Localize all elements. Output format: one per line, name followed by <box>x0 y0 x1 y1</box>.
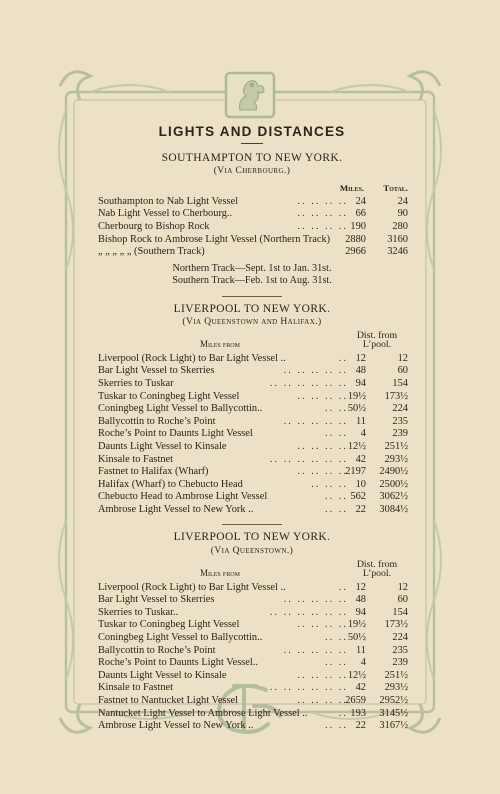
table-row <box>96 720 408 733</box>
column-headers <box>96 558 408 582</box>
column-headers <box>96 182 408 196</box>
route-label: Halifax (Wharf) to Chebucto Head <box>98 478 243 490</box>
leader-dots: .. .. .. .. <box>297 466 348 478</box>
table-row <box>96 657 408 670</box>
leader-dots: .. .. .. .. .. <box>283 365 348 377</box>
table-row <box>96 246 408 259</box>
table-row <box>96 491 408 504</box>
miles-value: 2197 <box>345 466 366 478</box>
table-row <box>96 582 408 595</box>
leader-dots: .. .. .. .. <box>297 220 348 232</box>
table-row <box>96 196 408 209</box>
miles-value: 12½ <box>347 440 366 452</box>
distance-table <box>96 582 408 733</box>
section-southampton <box>96 152 408 288</box>
route-label: Daunts Light Vessel to Kinsale <box>98 669 227 681</box>
section-liverpool-queenstown <box>96 531 408 732</box>
table-row <box>96 607 408 620</box>
section-subtitle: (Via Cherbourg.) <box>213 166 291 177</box>
leader-dots: .. .. .. .. <box>297 695 348 706</box>
route-label: „ „ „ „ „ (Southern Track) <box>98 246 205 258</box>
dist-header: Dist. from L’pool. <box>356 558 398 579</box>
miles-from-header: Miles from <box>200 567 240 578</box>
table-row <box>96 454 408 467</box>
miles-value: 4 <box>360 657 366 669</box>
table-row <box>96 403 408 416</box>
total-value: 24 <box>397 195 408 207</box>
leader-dots: .. .. .. .. .. <box>283 594 348 606</box>
miles-value: 12 <box>355 581 366 593</box>
miles-header: Miles. <box>339 182 364 193</box>
table-row <box>96 378 408 391</box>
miles-value: 11 <box>355 644 366 656</box>
table-row <box>96 619 408 632</box>
leader-dots: .. <box>338 352 348 364</box>
table-row <box>96 632 408 645</box>
miles-value: 2880 <box>345 233 366 245</box>
section-liverpool-halifax <box>96 303 408 517</box>
column-headers <box>96 329 408 353</box>
route-label: Ballycottin to Roche’s Point <box>98 644 216 656</box>
route-label: Skerries to Tuskar <box>98 377 174 389</box>
total-value: 2500½ <box>379 478 408 490</box>
miles-value: 50½ <box>347 403 366 415</box>
route-label: Coningbeg Light Vessel to Ballycottin.. <box>98 403 263 415</box>
total-value: 3246 <box>387 246 408 258</box>
route-label: Liverpool (Rock Light) to Bar Light Vessel .. <box>98 352 286 364</box>
route-label: Ambrose Light Vessel to New York .. <box>98 720 254 732</box>
route-label: Bishop Rock to Ambrose Light Vessel (Northern Track) <box>98 233 331 245</box>
miles-value: 190 <box>350 220 366 232</box>
table-row <box>96 428 408 441</box>
miles-value: 562 <box>350 491 366 503</box>
miles-value: 19½ <box>347 390 366 402</box>
table-row <box>96 682 408 695</box>
section-divider <box>222 296 282 297</box>
route-label: Ballycottin to Roche’s Point <box>98 415 216 427</box>
section-subtitle: (Via Queenstown and Halifax.) <box>182 317 322 328</box>
total-value: 224 <box>392 632 408 644</box>
miles-value: 24 <box>355 195 366 207</box>
route-label: Ambrose Light Vessel to New York .. <box>98 503 254 515</box>
total-value: 60 <box>397 594 408 606</box>
route-label: Fastnet to Halifax (Wharf) <box>98 466 209 478</box>
leader-dots: .. .. <box>325 403 348 415</box>
table-row <box>96 594 408 607</box>
leader-dots: .. .. .. .. <box>297 390 348 402</box>
leader-dots: .. .. .. .. .. .. <box>269 606 348 618</box>
miles-value: 94 <box>355 606 366 618</box>
route-label: Tuskar to Coningbeg Light Vessel <box>98 619 240 631</box>
section-title: LIVERPOOL TO NEW YORK. <box>173 302 331 315</box>
table-row <box>96 670 408 683</box>
table-row <box>96 416 408 429</box>
leader-dots: .. .. .. .. <box>297 440 348 452</box>
total-value: 3062½ <box>379 491 408 503</box>
table-row <box>96 365 408 378</box>
table-row <box>96 221 408 234</box>
table-row <box>96 695 408 708</box>
leader-dots: .. .. .. .. <box>297 195 348 207</box>
total-value: 251½ <box>384 440 408 452</box>
route-label: Liverpool (Rock Light) to Bar Light Vessel .. <box>98 581 286 593</box>
leader-dots: .. .. <box>325 491 348 503</box>
leader-dots: .. .. .. .. .. <box>283 644 348 656</box>
miles-value: 12 <box>355 352 366 364</box>
section-title: LIVERPOOL TO NEW YORK. <box>173 531 331 544</box>
route-label: Skerries to Tuskar.. <box>98 606 179 618</box>
route-label: Nab Light Vessel to Cherbourg.. <box>98 208 233 220</box>
leader-dots: .. .. .. .. .. .. <box>269 377 348 389</box>
title-rule <box>241 143 263 144</box>
total-value: 280 <box>392 220 408 232</box>
route-label: Nantucket Light Vessel to Ambrose Light Vessel .. <box>98 707 308 719</box>
route-label: Coningbeg Light Vessel to Ballycottin.. <box>98 632 263 644</box>
total-value: 173½ <box>384 619 408 631</box>
miles-value: 48 <box>355 594 366 606</box>
leader-dots: .. <box>338 581 348 593</box>
total-value: 3145½ <box>379 707 408 719</box>
table-row <box>96 234 408 247</box>
miles-value: 193 <box>350 707 366 719</box>
section-subtitle: (Via Queenstown.) <box>210 546 294 557</box>
total-value: 60 <box>397 365 408 377</box>
total-value: 3167½ <box>379 720 408 732</box>
leader-dots: .. .. <box>325 632 348 644</box>
leader-dots: .. .. .. <box>311 478 348 490</box>
miles-value: 50½ <box>347 632 366 644</box>
table-row <box>96 353 408 366</box>
distance-table <box>96 353 408 517</box>
miles-value: 19½ <box>347 619 366 631</box>
distance-table <box>96 196 408 259</box>
leader-dots: .. .. .. .. .. <box>283 415 348 427</box>
leader-dots: .. <box>338 707 348 719</box>
track-note: Northern Track—Sept. 1st to Jan. 31st. <box>172 262 332 274</box>
total-value: 12 <box>397 352 408 364</box>
total-value: 293½ <box>384 682 408 694</box>
total-value: 239 <box>392 657 408 669</box>
miles-value: 66 <box>355 208 366 220</box>
route-label: Roche’s Point to Daunts Light Vessel.. <box>98 657 258 669</box>
leader-dots: .. .. <box>325 428 348 440</box>
miles-value: 2966 <box>345 246 366 258</box>
leader-dots: .. .. .. .. .. .. <box>269 682 348 694</box>
miles-value: 11 <box>355 415 366 427</box>
table-row <box>96 708 408 721</box>
leader-dots: .. .. <box>325 503 348 515</box>
table-row <box>96 466 408 479</box>
miles-value: 2659 <box>345 695 366 706</box>
miles-value: 12½ <box>347 669 366 681</box>
leader-dots: .. .. .. .. <box>297 619 348 631</box>
total-value: 90 <box>397 208 408 220</box>
route-label: Bar Light Vessel to Skerries <box>98 365 215 377</box>
leader-dots: .. .. <box>325 657 348 669</box>
miles-value: 22 <box>355 503 366 515</box>
route-label: Fastnet to Nantucket Light Vessel <box>98 695 239 706</box>
table-row <box>96 504 408 517</box>
total-value: 235 <box>392 644 408 656</box>
miles-value: 42 <box>355 682 366 694</box>
miles-from-header: Miles from <box>200 338 240 349</box>
miles-value: 94 <box>355 377 366 389</box>
route-label: Tuskar to Coningbeg Light Vessel <box>98 390 240 402</box>
total-value: 2490½ <box>379 466 408 478</box>
total-value: 3160 <box>387 233 408 245</box>
total-value: 251½ <box>384 669 408 681</box>
route-label: Roche’s Point to Daunts Light Vessel <box>98 428 253 440</box>
route-label: Kinsale to Fastnet <box>98 682 174 694</box>
leader-dots: .. .. .. .. <box>297 669 348 681</box>
total-value: 154 <box>392 606 408 618</box>
lion-crest-icon <box>222 70 278 120</box>
total-value: 2952½ <box>379 695 408 706</box>
document-content <box>96 126 408 733</box>
miles-value: 48 <box>355 365 366 377</box>
total-value: 235 <box>392 415 408 427</box>
dist-header: Dist. from L’pool. <box>356 329 398 350</box>
total-value: 293½ <box>384 453 408 465</box>
miles-value: 4 <box>360 428 366 440</box>
section-title: SOUTHAMPTON TO NEW YORK. <box>161 151 343 164</box>
miles-value: 42 <box>355 453 366 465</box>
route-label: Southampton to Nab Light Vessel <box>98 195 239 207</box>
route-label: Kinsale to Fastnet <box>98 453 174 465</box>
total-header: Total. <box>383 182 408 193</box>
table-row <box>96 645 408 658</box>
table-row <box>96 441 408 454</box>
table-row <box>96 479 408 492</box>
section-divider <box>222 524 282 525</box>
route-label: Cherbourg to Bishop Rock <box>98 220 210 232</box>
route-label: Daunts Light Vessel to Kinsale <box>98 440 227 452</box>
miles-value: 10 <box>355 478 366 490</box>
route-label: Chebucto Head to Ambrose Light Vessel <box>98 491 268 503</box>
leader-dots: .. .. .. .. <box>297 208 348 220</box>
total-value: 224 <box>392 403 408 415</box>
total-value: 12 <box>397 581 408 593</box>
total-value: 173½ <box>384 390 408 402</box>
leader-dots: .. .. .. .. .. .. <box>269 453 348 465</box>
leader-dots: .. .. <box>325 720 348 732</box>
total-value: 154 <box>392 377 408 389</box>
page-title: LIGHTS AND DISTANCES <box>158 124 346 139</box>
total-value: 3084½ <box>379 503 408 515</box>
total-value: 239 <box>392 428 408 440</box>
miles-value: 22 <box>355 720 366 732</box>
route-label: Bar Light Vessel to Skerries <box>98 594 215 606</box>
table-row <box>96 208 408 221</box>
track-note: Southern Track—Feb. 1st to Aug. 31st. <box>172 275 332 287</box>
table-row <box>96 391 408 404</box>
